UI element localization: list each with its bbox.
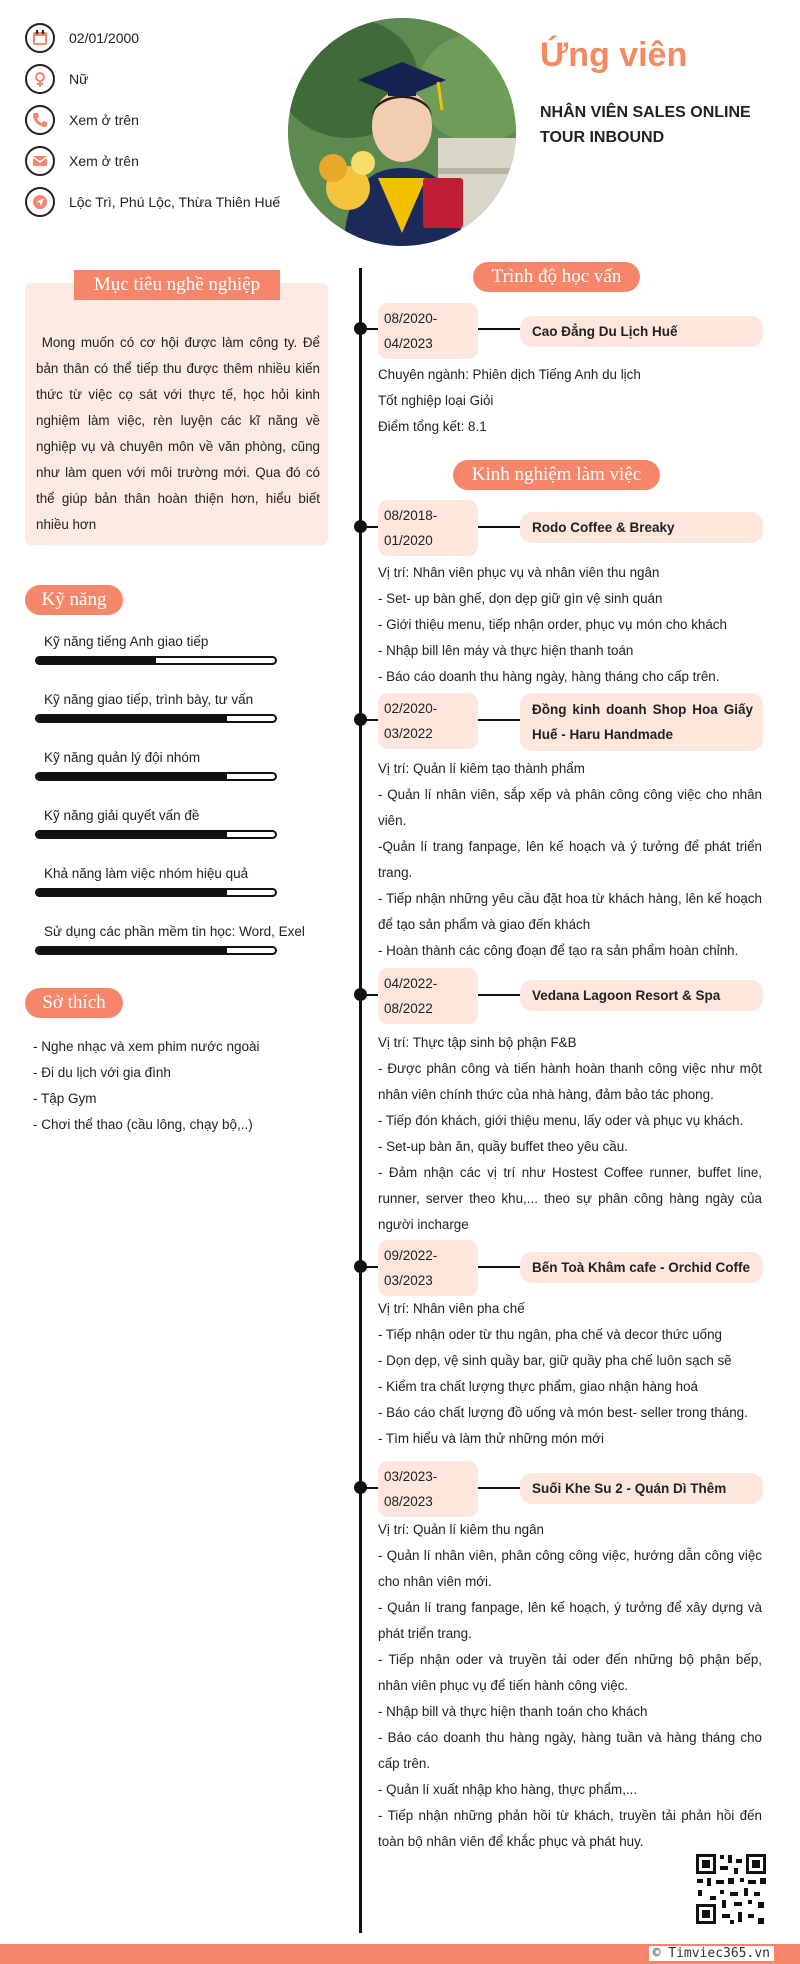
gender-text: Nữ: [69, 71, 89, 87]
job-date: [378, 693, 478, 749]
job-company: Rodo Coffee & Breaky: [520, 512, 763, 543]
hobby-item: - Tập Gym: [33, 1091, 97, 1106]
job-description-line: - Tiếp nhận những yêu cầu đặt hoa từ khách hàng, lên kế hoạch để tạo sản phẩm và giao đến khách: [378, 891, 762, 932]
job-description-line: - Quản lí nhân viên, phân công công việc, hướng dẫn công việc cho nhân viên mới.: [378, 1548, 762, 1589]
experience-heading: Kinh nghiệm làm việc: [453, 460, 660, 490]
job-company: Suối Khe Su 2 - Quán Dì Thêm: [520, 1473, 763, 1504]
job-date-to: 03/2022: [384, 726, 433, 741]
job-company: Bến Toà Khâm cafe - Orchid Coffe: [520, 1252, 763, 1283]
job-date-to: 08/2023: [384, 1494, 433, 1509]
profile-photo: [288, 18, 516, 246]
skill-label: Khả năng làm việc nhóm hiệu quả: [44, 866, 249, 881]
contact-email: [25, 144, 139, 178]
job-description-line: - Quản lí xuất nhập kho hàng, thực phẩm,...: [378, 1782, 638, 1797]
education-heading: Trình độ học vấn: [473, 262, 640, 292]
location-icon: [25, 187, 55, 217]
skill-level-fill: [37, 658, 156, 663]
job-description-line: - Kiểm tra chất lượng thực phẩm, giao nhận hàng hoá: [378, 1379, 699, 1394]
job-description-line: - Được phân công và tiến hành hoàn thanh công việc như một nhân viên chính thức của nhà hàng, đảm bảo tác phong.: [378, 1061, 762, 1102]
job-description-line: - Tiếp đón khách, giới thiệu menu, lấy oder và phục vụ khách.: [378, 1113, 744, 1128]
job-date-to: 03/2023: [384, 1273, 433, 1288]
job-description-line: - Báo cáo doanh thu hàng ngày, hàng tuần và hàng tháng cho cấp trên.: [378, 1730, 762, 1771]
skill-label: Kỹ năng quản lý đội nhóm: [44, 750, 201, 765]
job-date-from: 09/2022-: [384, 1248, 438, 1263]
job-description-line: Vị trí: Nhân viên phục vụ và nhân viên thu ngân: [378, 565, 660, 580]
timeline-connector: [478, 1266, 520, 1268]
job-description: [378, 1296, 762, 1452]
skill-label: Kỹ năng giải quyết vấn đề: [44, 808, 200, 823]
hobby-item: - Đi du lịch với gia đình: [33, 1065, 171, 1080]
job-description-line: - Tiếp nhận oder từ thu ngân, pha chế và decor thức uống: [378, 1327, 722, 1342]
timeline-connector: [360, 719, 378, 721]
candidate-name: Ứng viên: [540, 36, 688, 74]
job-description-line: - Giới thiệu menu, tiếp nhận order, phục vụ món cho khách: [378, 617, 727, 632]
birthday-text: 02/01/2000: [69, 30, 140, 46]
job-description-line: - Quản lí nhân viên, sắp xếp và phân công công việc cho nhân viên.: [378, 787, 762, 828]
contact-birthday: [25, 21, 139, 55]
footer-watermark: © Timviec365.vn: [649, 1946, 774, 1961]
job-description-line: - Báo cáo chất lượng đồ uống và món best- seller trong tháng.: [378, 1405, 748, 1420]
skill-level-fill: [37, 716, 227, 721]
job-description-line: Vị trí: Quản lí kiêm tạo thành phẩm: [378, 761, 585, 776]
job-description-line: - Set-up bàn ăn, quầy buffet theo yêu cầu.: [378, 1139, 628, 1154]
job-description-line: -Quản lí trang fanpage, lên kế hoạch và ý tưởng để phát triển trang.: [378, 839, 762, 880]
job-description-line: Vị trí: Thực tập sinh bộ phận F&B: [378, 1035, 577, 1050]
timeline-connector: [478, 328, 520, 330]
job-date: [378, 500, 478, 556]
gender-icon: [25, 64, 55, 94]
job-description-line: - Đảm nhận các vị trí như Hostest Coffee runner, buffet line, runner, server theo khu,... theo sự phân công hàng ngày của người incharge: [378, 1165, 762, 1232]
timeline-connector: [478, 1487, 520, 1489]
email-text: Xem ở trên: [69, 153, 139, 169]
skill-level-fill: [37, 890, 227, 895]
job-description: [378, 560, 762, 690]
job-description-line: - Dọn dẹp, vệ sinh quầy bar, giữ quầy pha chế luôn sạch sẽ: [378, 1353, 732, 1368]
job-title: NHÂN VIÊN SALES ONLINE TOUR INBOUND: [540, 104, 751, 146]
contact-gender: [25, 62, 88, 96]
calendar-icon: [25, 23, 55, 53]
skill-label: Sử dụng các phần mềm tin học: Word, Exel: [44, 924, 305, 939]
education-school: Cao Đẳng Du Lịch Huế: [520, 316, 763, 347]
skill-level-bar: [35, 714, 277, 723]
timeline-connector: [360, 994, 378, 996]
job-description-line: - Set- up bàn ghế, dọn dẹp giữ gìn vệ sinh quán: [378, 591, 663, 606]
education-date: 08/2020- 04/2023: [378, 303, 478, 359]
skill-level-bar: [35, 772, 277, 781]
job-date-to: 08/2022: [384, 1001, 433, 1016]
skill-level-fill: [37, 948, 227, 953]
timeline-connector: [360, 1487, 378, 1489]
timeline-connector: [478, 526, 520, 528]
objective-text: Mong muốn có cơ hội được làm công ty. Để bản thân có thể tiếp thu được thêm nhiều kiến thức từ việc cọ sát với thực tế, học hỏi kinh nghiệm làm việc, rèn luyện các kĩ năng về nghiệp vụ và chuyên môn về văn phòng, cũng như làm quen với môi trường mới. Qua đó có thể giúp bản thân hoàn thiện hơn, hiểu biết nhiều hơn: [36, 335, 320, 532]
skill-level-bar: [35, 946, 277, 955]
job-date-to: 01/2020: [384, 533, 433, 548]
address-text: Lộc Trì, Phú Lộc, Thừa Thiên Huế: [69, 194, 281, 210]
timeline-connector: [360, 1266, 378, 1268]
job-description: [378, 1517, 762, 1855]
job-date-from: 08/2018-: [384, 508, 438, 523]
hobby-item: - Chơi thể thao (cầu lông, chạy bộ,..): [33, 1117, 253, 1132]
skills-heading: Kỹ năng: [25, 585, 123, 615]
timeline-connector: [360, 526, 378, 528]
hobby-item: - Nghe nhạc và xem phim nước ngoài: [33, 1039, 260, 1054]
timeline-connector: [478, 994, 520, 996]
email-icon: [25, 146, 55, 176]
job-description: [378, 1030, 762, 1238]
timeline-line: [359, 268, 362, 1933]
job-date-from: 03/2023-: [384, 1469, 438, 1484]
qr-code: [694, 1852, 768, 1926]
job-description-line: - Nhập bill và thực hiện thanh toán cho khách: [378, 1704, 648, 1719]
job-date: [378, 1240, 478, 1296]
job-date-from: 02/2020-: [384, 701, 438, 716]
timeline-connector: [478, 719, 520, 721]
skill-level-fill: [37, 832, 227, 837]
objective-heading: Mục tiêu nghề nghiệp: [74, 270, 280, 300]
contact-phone: [25, 103, 139, 137]
skill-level-bar: [35, 830, 277, 839]
job-date: [378, 1461, 478, 1517]
skill-level-bar: [35, 888, 277, 897]
phone-icon: [25, 105, 55, 135]
job-description-line: - Tiếp nhận những phản hồi từ khách, truyền tải phản hồi đến toàn bộ nhân viên để khắc phục và phát huy.: [378, 1808, 762, 1849]
skill-label: Kỹ năng tiếng Anh giao tiếp: [44, 634, 209, 649]
skill-level-bar: [35, 656, 277, 665]
job-description-line: Vị trí: Quản lí kiêm thu ngân: [378, 1522, 544, 1537]
skill-level-fill: [37, 774, 227, 779]
job-description-line: - Báo cáo doanh thu hàng ngày, hàng tháng cho cấp trên.: [378, 669, 720, 684]
job-company: Vedana Lagoon Resort & Spa: [520, 980, 763, 1011]
job-description-line: - Nhập bill lên máy và thực hiện thanh toán: [378, 643, 634, 658]
job-description-line: - Tìm hiểu và làm thử những món mới: [378, 1431, 604, 1446]
job-description: [378, 756, 762, 964]
job-description-line: - Hoàn thành các công đoạn để tạo ra sản phẩm hoàn chỉnh.: [378, 943, 739, 958]
contact-address: [25, 185, 280, 219]
job-company: Đồng kinh doanh Shop Hoa Giấy Huế - Haru Handmade: [520, 693, 763, 751]
phone-text: Xem ở trên: [69, 112, 139, 128]
hobbies-heading: Sở thích: [25, 988, 123, 1018]
job-description-line: Vị trí: Nhân viên pha chế: [378, 1301, 525, 1316]
job-date: [378, 968, 478, 1024]
education-details: Chuyên ngành: Phiên dịch Tiếng Anh du lịch Tốt nghiệp loại Giỏi Điểm tổng kết: 8.1: [378, 367, 641, 434]
job-date-from: 04/2022-: [384, 976, 438, 991]
job-description-line: - Quản lí trang fanpage, lên kế hoạch, ý tưởng để xây dựng và phát triển trang.: [378, 1600, 762, 1641]
job-description-line: - Tiếp nhận oder và truyền tải oder đến những bộ phận bếp, nhân viên phục vụ để tiến hành công việc.: [378, 1652, 762, 1693]
timeline-connector: [360, 328, 378, 330]
skill-label: Kỹ năng giao tiếp, trình bày, tư vấn: [44, 692, 254, 707]
